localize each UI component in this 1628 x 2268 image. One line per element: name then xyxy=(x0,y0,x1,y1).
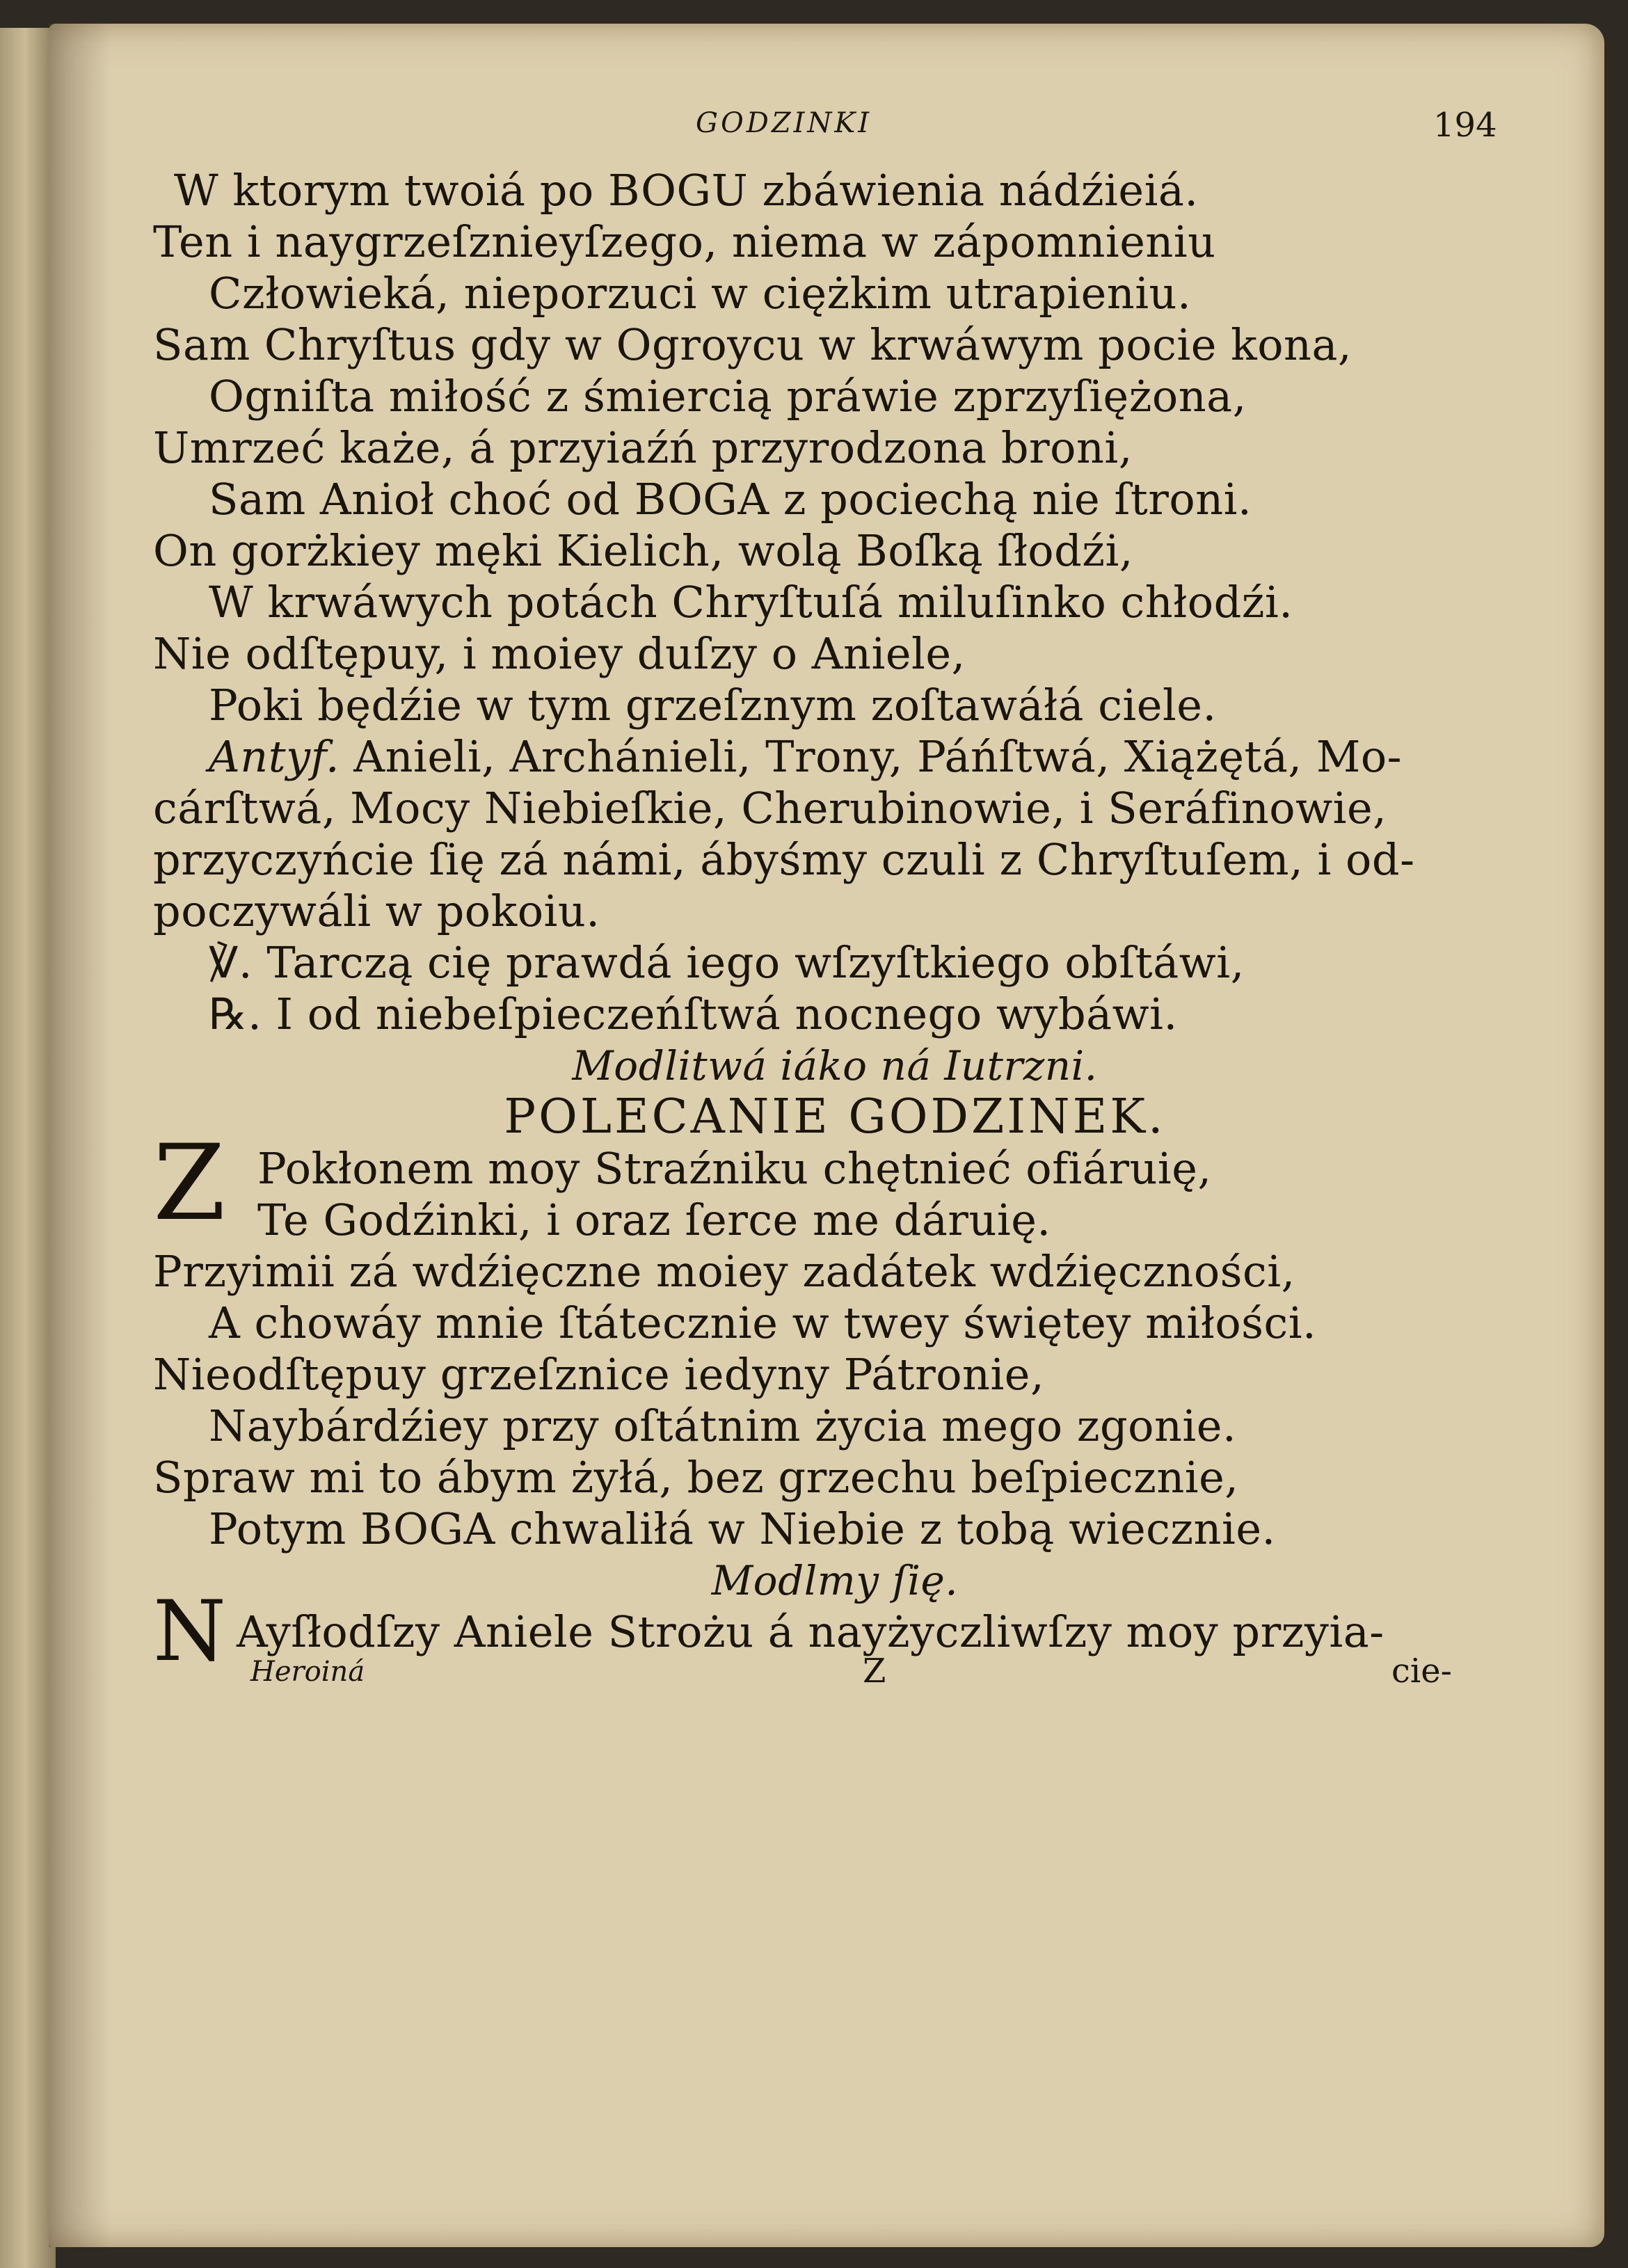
verse-line: Nie odſtępuy, i moiey duſzy o Aniele, xyxy=(153,628,966,679)
signature-mark: Z xyxy=(863,1652,886,1691)
section-title: POLECANIE GODZINEK. xyxy=(504,1089,1166,1144)
book-page xyxy=(49,24,1604,2247)
poem-line: Pokłonem moy Straźniku chętnieć ofiáruię, xyxy=(257,1143,1212,1194)
antiphon-line: poczywáli w pokoiu. xyxy=(153,886,600,936)
verse-line: Ten i naygrzeſznieyſzego, niema w zápomnieniu xyxy=(153,216,1216,267)
antiphon-line xyxy=(209,729,1402,785)
drop-cap-z: Z xyxy=(153,1123,226,1244)
verse-line: Człowieká, nieporzuci w ciężkim utrapieniu. xyxy=(209,268,1192,319)
final-line: Ayſłodſzy Aniele Strożu á nayżyczliwſzy moy przyia- xyxy=(237,1606,1384,1657)
poem-line: Przyimii zá wdźięczne moiey zadátek wdźięczności, xyxy=(153,1246,1295,1297)
verse-line: Ogniſta miłość z śmiercią práwie zprzyſiężona, xyxy=(209,371,1247,422)
verse-line: On gorżkiey męki Kielich, wolą Boſką ſłodźi, xyxy=(153,525,1134,576)
catchword: cie- xyxy=(1391,1652,1452,1691)
verse-line: W ktorym twoiá po BOGU zbáwienia nádźieiá. xyxy=(174,165,1199,216)
verse-line: Sam Chryſtus gdy w Ogroycu w krwáwym pocie kona, xyxy=(153,319,1352,370)
drop-cap-n: N xyxy=(153,1583,226,1680)
poem-line: A chowáy mnie ſtátecznie w twey świętey miłości. xyxy=(209,1297,1317,1348)
antiphon-line: cárſtwá, Mocy Niebieſkie, Cherubinowie, i Seráfinowie, xyxy=(153,783,1387,833)
text-block xyxy=(153,100,1517,1691)
prayer-note: Modlitwá iáko ná Iutrzni. xyxy=(572,1042,1098,1089)
prayer-heading: Modlmy ſię. xyxy=(711,1557,959,1604)
running-title: GODZINKI xyxy=(696,107,872,139)
verse-line: Umrzeć każe, á przyiaźń przyrodzona broni, xyxy=(153,422,1133,473)
poem-line: Nieodſtępuy grzeſznice iedyny Pátronie, xyxy=(153,1349,1045,1400)
verse-line: Sam Anioł choć od BOGA z pociechą nie ſtroni. xyxy=(209,474,1252,525)
page-footer xyxy=(153,1652,1517,1700)
response-line: ℞. I od niebeſpieczeńſtwá nocnego wybáwi. xyxy=(209,989,1178,1039)
verse-line: W krwáwych potách Chryſtuſá miluſinko chłodźi. xyxy=(209,577,1293,628)
antiphon-text: Anieli, Archánieli, Trony, Páńſtwá, Xiążętá, Mo- xyxy=(340,731,1403,782)
poem-line: Te Godźinki, i oraz ſerce me dáruię. xyxy=(257,1195,1051,1245)
poem-line: Potym BOGA chwaliłá w Niebie z tobą wiecznie. xyxy=(209,1503,1276,1554)
versicle-line: ℣. Tarczą cię prawdá iego wſzyſtkiego obſtáwi, xyxy=(209,937,1245,988)
poem-line: Spraw mi to ábym żyłá, bez grzechu beſpiecznie, xyxy=(153,1452,1239,1503)
poem-line: Naybárdźiey przy oſtátnim życia mego zgonie. xyxy=(209,1400,1237,1451)
previous-page-edge xyxy=(0,28,56,2268)
antiphon-label: Antyf. xyxy=(209,731,340,782)
page-number: 194 xyxy=(1433,106,1497,145)
verse-line: Poki będźie w tym grzeſznym zoſtawáłá ciele. xyxy=(209,680,1217,730)
antiphon-line: przyczyńcie ſię zá námi, ábyśmy czuli z Chryſtuſem, i od- xyxy=(153,834,1415,885)
footer-signature: Heroiná xyxy=(250,1656,365,1688)
page-header xyxy=(153,100,1517,163)
